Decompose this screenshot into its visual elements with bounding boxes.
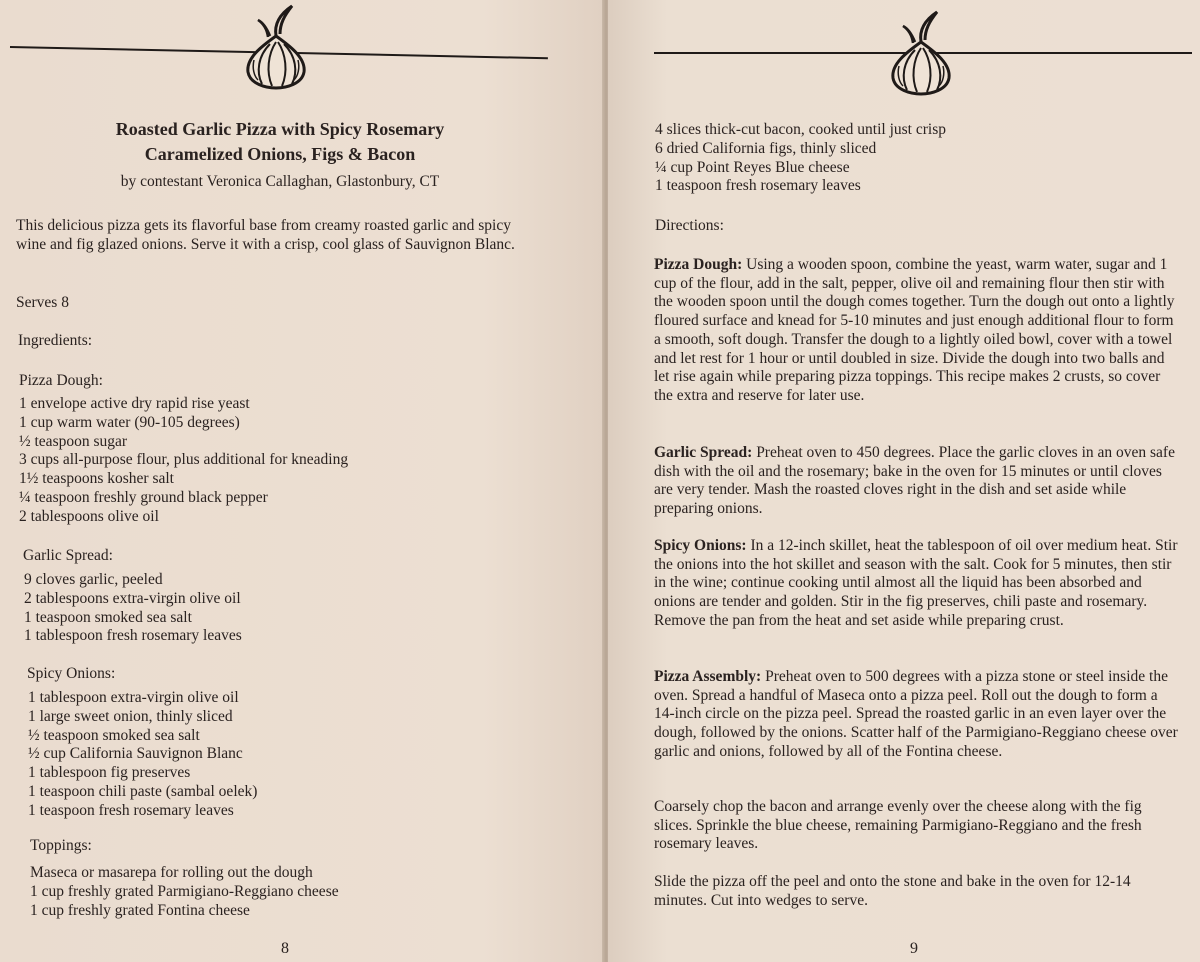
list-item: ¼ teaspoon freshly ground black pepper [19,488,268,506]
step-bacon [654,798,1182,854]
onions-heading: Spicy Onions: [27,665,116,682]
step-spicy-onions [654,537,1182,631]
garlic-heading: Garlic Spread: [23,547,113,564]
list-item: ½ teaspoon smoked sea salt [28,726,200,744]
step-text: Slide the pizza off the peel and onto the stone and bake in the oven for 12-14 minutes. Cut into wedges to serve. [654,873,1131,909]
page-number-left: 8 [281,940,289,957]
list-item: 1 cup freshly grated Parmigiano-Reggiano cheese [30,882,339,900]
list-item: ½ cup California Sauvignon Blanc [28,745,243,763]
list-item: 2 tablespoons extra-virgin olive oil [24,589,241,607]
step-label: Pizza Dough: [654,256,743,273]
step-text: Coarsely chop the bacon and arrange evenly over the cheese along with the fig slices. Sprinkle the blue cheese, remaining Parmigiano-Reggiano and the fresh rosemary leaves. [654,798,1142,853]
dough-ingredient-list [19,395,348,527]
list-item: 1 large sweet onion, thinly sliced [28,707,233,725]
list-item: 1 tablespoon fig preserves [28,764,191,782]
list-item: 1 tablespoon extra-virgin olive oil [28,689,239,706]
dough-heading: Pizza Dough: [19,372,103,389]
step-text: Preheat oven to 450 degrees. Place the garlic cloves in an oven safe dish with the oil and the rosemary; bake in the oven for 15 minutes or until cloves are very tender. Mash the roasted cloves right in the dish and set aside while preparing onions. [654,444,1175,518]
list-item: 3 cups all-purpose flour, plus additional for kneading [19,451,349,469]
toppings-continued-list [655,121,946,196]
right-page [608,0,1200,962]
step-text: In a 12-inch skillet, heat the tablespoon of oil over medium heat. Stir the onions into the hot skillet and season with the salt. Cook for 5 minutes, then stir in the wine; continue cooking until almost all the liquid has been absorbed and onions are tender and golden. Stir in the fig preserves, chili paste and rosemary. Remove the pan from the heat and set aside while preparing crust. [654,537,1178,629]
page-number-right: 9 [910,940,918,957]
toppings-ingredient-list [30,864,339,920]
recipe-title-line2: Caramelized Onions, Figs & Bacon [144,144,416,164]
list-item: 6 dried California figs, thinly sliced [655,139,877,157]
garlic-icon [885,8,957,96]
byline: by contestant Veronica Callaghan, Glastonbury, CT [120,173,440,190]
list-item: 4 slices thick-cut bacon, cooked until just crisp [655,121,946,138]
directions-heading: Directions: [655,217,724,234]
intro-paragraph: This delicious pizza gets its flavorful base from creamy roasted garlic and spicy wine and fig glazed onions. Serve it with a crisp, cool glass of Sauvignon Blanc. [16,217,515,253]
list-item: 1½ teaspoons kosher salt [19,470,174,488]
garlic-ingredient-list [24,571,242,646]
list-item: 1 teaspoon fresh rosemary leaves [655,177,861,195]
step-bake [654,873,1182,910]
step-label: Spicy Onions: [654,537,747,554]
step-label: Pizza Assembly: [654,668,762,685]
list-item: 1 teaspoon chili paste (sambal oelek) [28,782,258,800]
ingredients-heading: Ingredients: [18,332,93,349]
list-item: ¼ cup Point Reyes Blue cheese [655,158,850,176]
step-pizza-dough [654,256,1182,406]
step-pizza-assembly [654,668,1182,762]
step-garlic-spread [654,444,1182,519]
toppings-heading: Toppings: [30,837,92,854]
step-label: Garlic Spread: [654,444,753,461]
list-item: 1 teaspoon fresh rosemary leaves [28,801,234,819]
list-item: 1 cup warm water (90-105 degrees) [19,413,240,431]
recipe-title-line1: Roasted Garlic Pizza with Spicy Rosemary [115,119,445,139]
list-item: 2 tablespoons olive oil [19,507,159,525]
step-text: Preheat oven to 500 degrees with a pizza stone or steel inside the oven. Spread a handful of Maseca onto a pizza peel. Roll out the dough to form a 14-inch circle on the pizza peel. Spread the roasted garlic in an even layer over the dough, followed by the onions. Scatter half of the Parmigiano-Reggiano cheese over garlic and onions, followed by all of the Fontina cheese. [654,668,1178,760]
list-item: 1 teaspoon smoked sea salt [24,608,192,626]
onions-ingredient-list [28,689,257,821]
list-item: Maseca or masarepa for rolling out the dough [30,864,313,881]
list-item: 1 envelope active dry rapid rise yeast [19,395,250,412]
list-item: ½ teaspoon sugar [19,432,128,450]
step-text: Using a wooden spoon, combine the yeast, warm water, sugar and 1 cup of the flour, add in the salt, pepper, olive oil and remaining flour then stir with the wooden spoon until the dough comes together. Turn the dough out onto a lightly floured surface and knead for 5-10 minutes and just enough additional flour to form a smooth, soft dough. Transfer the dough to a lightly oiled bowl, cover with a towel and let rest for 1 hour or until doubled in size. Divide the dough into two balls and let rise again while preparing pizza toppings. This recipe makes 2 crusts, so cover the extra and reserve for later use. [654,256,1175,404]
list-item: 1 tablespoon fresh rosemary leaves [24,627,242,645]
serves: Serves 8 [16,294,69,311]
list-item: 1 cup freshly grated Fontina cheese [30,901,250,919]
list-item: 9 cloves garlic, peeled [24,571,163,588]
garlic-icon [240,2,312,90]
